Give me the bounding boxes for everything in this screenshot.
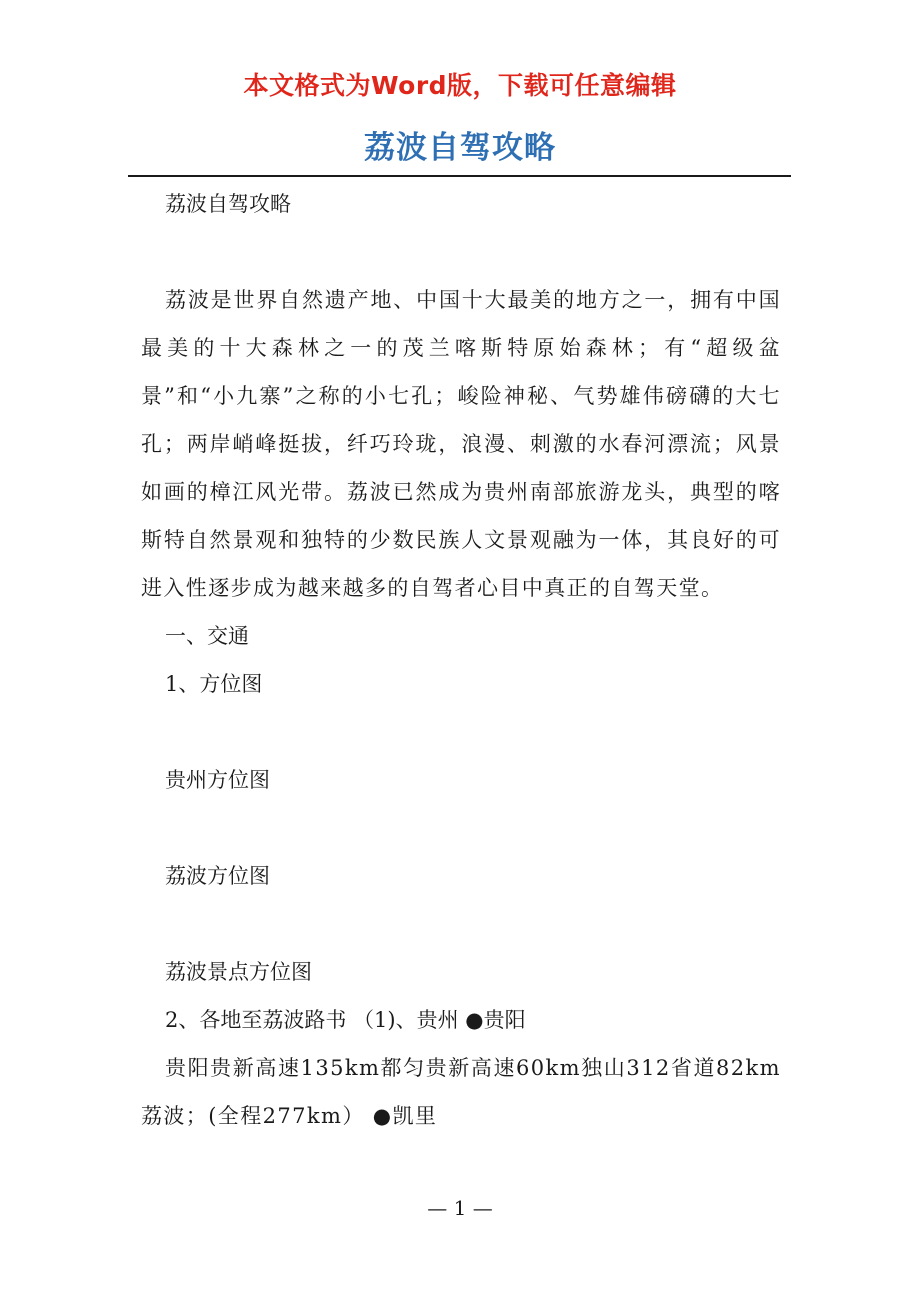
page-number: — 1 — xyxy=(427,1196,493,1220)
caption-guizhou-map: 贵州方位图 xyxy=(165,768,270,792)
word-format-banner: 本文格式为Word版，下载可任意编辑 xyxy=(243,71,677,100)
blank-line xyxy=(141,228,781,276)
caption-scenic-map: 荔波景点方位图 xyxy=(165,960,312,984)
document-body xyxy=(141,180,781,1140)
blank-line xyxy=(141,900,781,948)
blank-line xyxy=(141,804,781,852)
caption-libo-map: 荔波方位图 xyxy=(165,864,270,888)
route-guiyang: 贵阳贵新高速135km都匀贵新高速60km独山312省道82km荔波；(全程277km） ●凯里 xyxy=(141,1056,781,1128)
section-heading-transport: 一、交通 xyxy=(165,624,249,648)
item-route-guide: 2、各地至荔波路书 （1)、贵州 ●贵阳 xyxy=(165,1008,526,1032)
intro-paragraph: 荔波是世界自然遗产地、中国十大最美的地方之一，拥有中国最美的十大森林之一的茂兰喀斯特原始森林；有“超级盆景”和“小九寨”之称的小七孔；峻险神秘、气势雄伟磅礴的大七孔；两岸峭峰挺拔，纤巧玲珑，浪漫、刺激的水春河漂流；风景如画的樟江风光带。荔波已然成为贵州南部旅游龙头，典型的喀斯特自然景观和独特的少数民族人文景观融为一体，其良好的可进入性逐步成为越来越多的自驾者心目中真正的自驾天堂。 xyxy=(141,288,781,600)
article-subtitle: 荔波自驾攻略 xyxy=(165,192,291,216)
document-title: 荔波自驾攻略 xyxy=(364,130,556,166)
header-divider xyxy=(128,175,791,177)
blank-line xyxy=(141,708,781,756)
item-location-maps: 1、方位图 xyxy=(165,672,263,696)
